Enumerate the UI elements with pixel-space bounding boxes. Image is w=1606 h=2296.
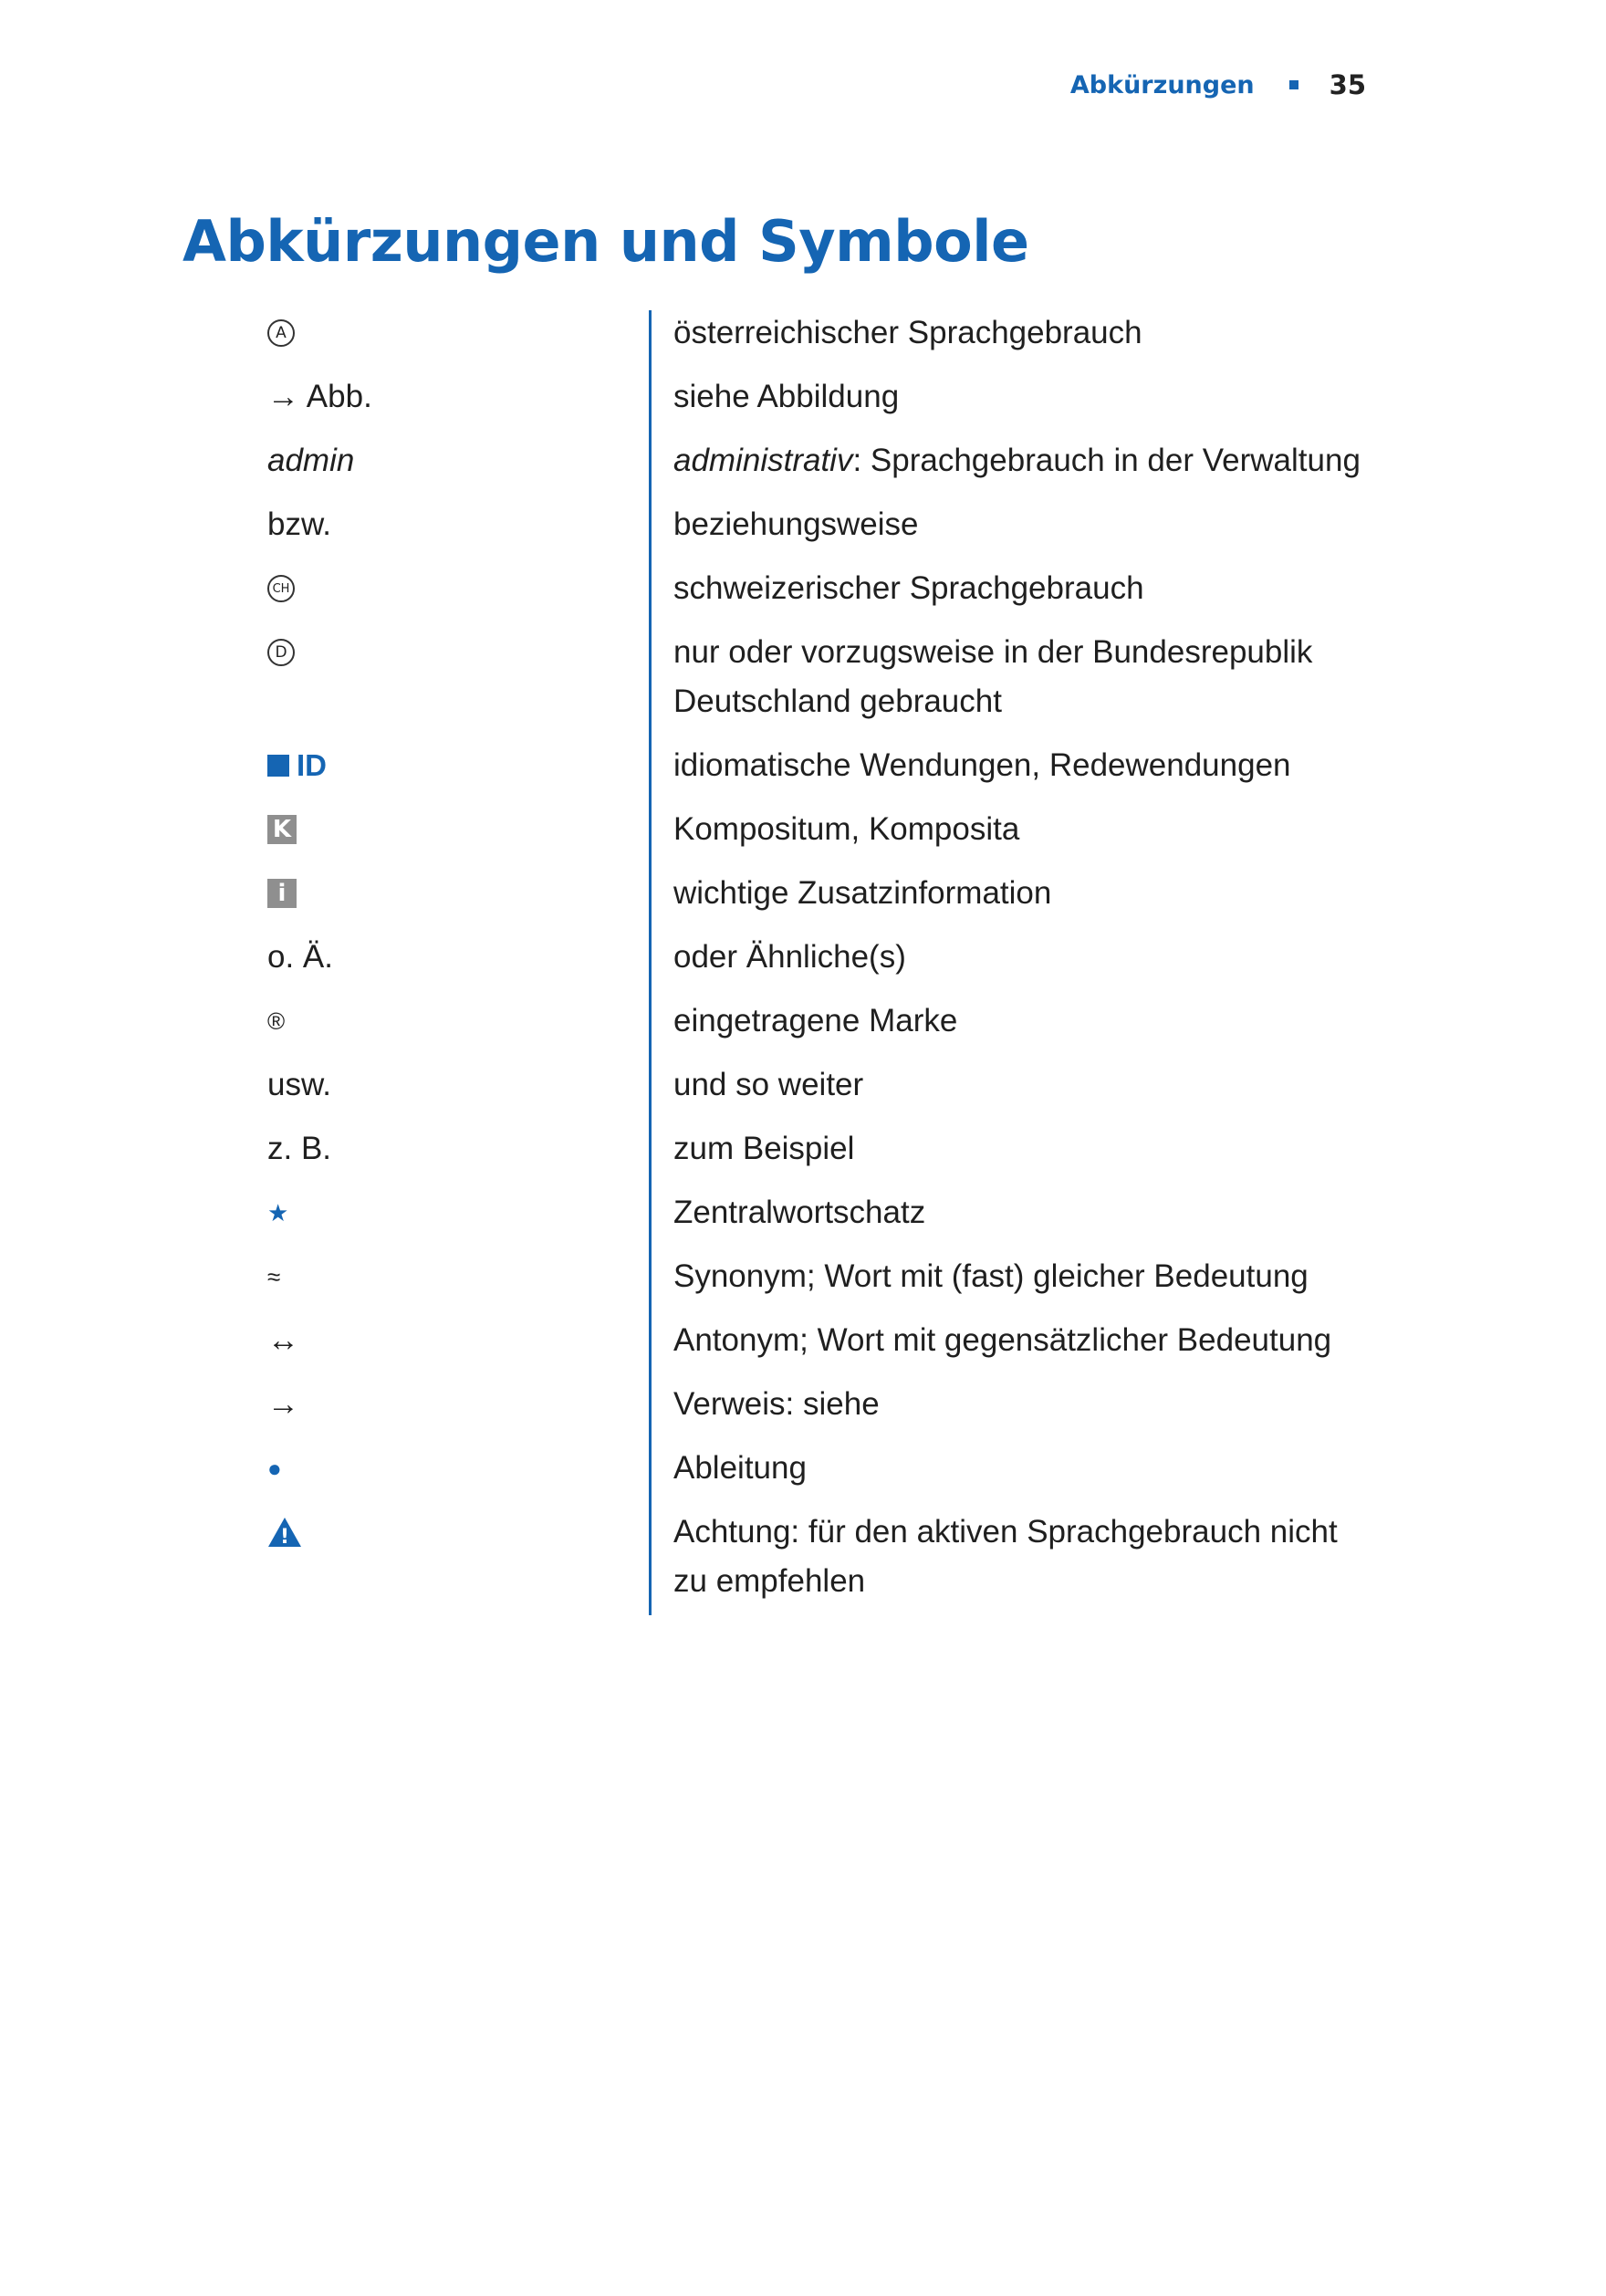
running-head-section: Abkürzungen bbox=[1069, 70, 1255, 99]
blue-square-icon bbox=[267, 755, 289, 777]
entry-symbol bbox=[267, 805, 673, 854]
entry-symbol: ® bbox=[267, 1007, 286, 1035]
switzerland-circle-icon: CH bbox=[267, 575, 295, 602]
list-item bbox=[267, 1252, 1381, 1316]
list-item bbox=[267, 628, 1381, 741]
list-item bbox=[267, 500, 1381, 564]
idiom-square-icon bbox=[267, 741, 327, 790]
list-item bbox=[267, 308, 1381, 372]
entry-description-rest: : Sprachgebrauch in der Verwaltung bbox=[852, 443, 1361, 478]
entry-description: Antonym; Wort mit gegensätzlicher Bedeutung bbox=[673, 1322, 1332, 1358]
entry-symbol bbox=[267, 1444, 673, 1493]
entry-symbol: usw. bbox=[267, 1067, 332, 1102]
entry-description: idiomatische Wendungen, Redewendungen bbox=[673, 747, 1291, 783]
entry-symbol bbox=[267, 308, 673, 358]
entry-description: siehe Abbildung bbox=[673, 379, 900, 414]
entry-description: beziehungsweise bbox=[673, 506, 919, 542]
list-item bbox=[267, 1060, 1381, 1124]
entry-symbol: → Abb. bbox=[267, 379, 372, 414]
entry-symbol bbox=[267, 869, 673, 918]
entry-description: schweizerischer Sprachgebrauch bbox=[673, 570, 1144, 606]
idiom-label: ID bbox=[297, 748, 327, 782]
warning-mark: ! bbox=[279, 1526, 290, 1548]
entry-symbol: ≈ bbox=[267, 1263, 281, 1290]
bullet-icon: ● bbox=[267, 1455, 282, 1482]
germany-circle-icon: D bbox=[267, 639, 295, 666]
entry-symbol bbox=[267, 628, 673, 677]
entry-description bbox=[673, 436, 1367, 485]
entry-description: zum Beispiel bbox=[673, 1131, 855, 1166]
entry-description: eingetragene Marke bbox=[673, 1003, 958, 1038]
page-title: Abkürzungen und Symbole bbox=[182, 208, 1029, 275]
entry-symbol: o. Ä. bbox=[267, 939, 333, 975]
austria-circle-icon: A bbox=[267, 319, 295, 347]
info-box-icon: i bbox=[267, 879, 297, 908]
entry-description: oder Ähnliche(s) bbox=[673, 939, 906, 975]
list-item bbox=[267, 997, 1381, 1060]
entry-symbol bbox=[267, 1508, 673, 1557]
kompositum-box-icon: K bbox=[267, 815, 297, 844]
abbreviation-list bbox=[267, 308, 1381, 1621]
list-item bbox=[267, 1316, 1381, 1380]
entry-symbol: → bbox=[267, 1386, 299, 1422]
list-item bbox=[267, 741, 1381, 805]
list-item bbox=[267, 1444, 1381, 1508]
entry-symbol: admin bbox=[267, 443, 355, 478]
page-number: 35 bbox=[1329, 69, 1366, 100]
entry-description: Kompositum, Komposita bbox=[673, 811, 1020, 847]
entry-description: österreichischer Sprachgebrauch bbox=[673, 315, 1142, 350]
list-item bbox=[267, 1188, 1381, 1252]
entry-description: Verweis: siehe bbox=[673, 1386, 880, 1422]
running-head-separator-icon bbox=[1289, 80, 1298, 89]
entry-description: Achtung: für den aktiven Sprachgebrauch nicht zu empfehlen bbox=[673, 1514, 1338, 1599]
entry-description: Synonym; Wort mit (fast) gleicher Bedeutung bbox=[673, 1258, 1309, 1294]
list-item bbox=[267, 805, 1381, 869]
entry-symbol: z. B. bbox=[267, 1131, 332, 1166]
entry-description: Ableitung bbox=[673, 1450, 807, 1486]
list-item bbox=[267, 564, 1381, 628]
entry-description: Zentralwortschatz bbox=[673, 1195, 926, 1230]
warning-triangle-icon bbox=[267, 1517, 302, 1548]
entry-symbol bbox=[267, 564, 673, 613]
running-head bbox=[1070, 69, 1366, 100]
entry-description-emphasis: administrativ bbox=[673, 443, 853, 478]
list-item bbox=[267, 1124, 1381, 1188]
entry-description: nur oder vorzugsweise in der Bundesrepublik Deutschland gebraucht bbox=[673, 634, 1313, 719]
list-item bbox=[267, 933, 1381, 997]
list-item bbox=[267, 869, 1381, 933]
list-item bbox=[267, 436, 1381, 500]
star-icon: ★ bbox=[267, 1199, 289, 1226]
entry-description: wichtige Zusatzinformation bbox=[673, 875, 1052, 911]
entry-symbol: ↔ bbox=[267, 1322, 299, 1358]
list-item bbox=[267, 1508, 1381, 1621]
list-item bbox=[267, 1380, 1381, 1444]
list-item bbox=[267, 372, 1381, 436]
entry-symbol bbox=[267, 741, 673, 790]
entry-symbol: bzw. bbox=[267, 506, 332, 542]
entry-symbol bbox=[267, 1188, 673, 1237]
entry-description: und so weiter bbox=[673, 1067, 864, 1102]
